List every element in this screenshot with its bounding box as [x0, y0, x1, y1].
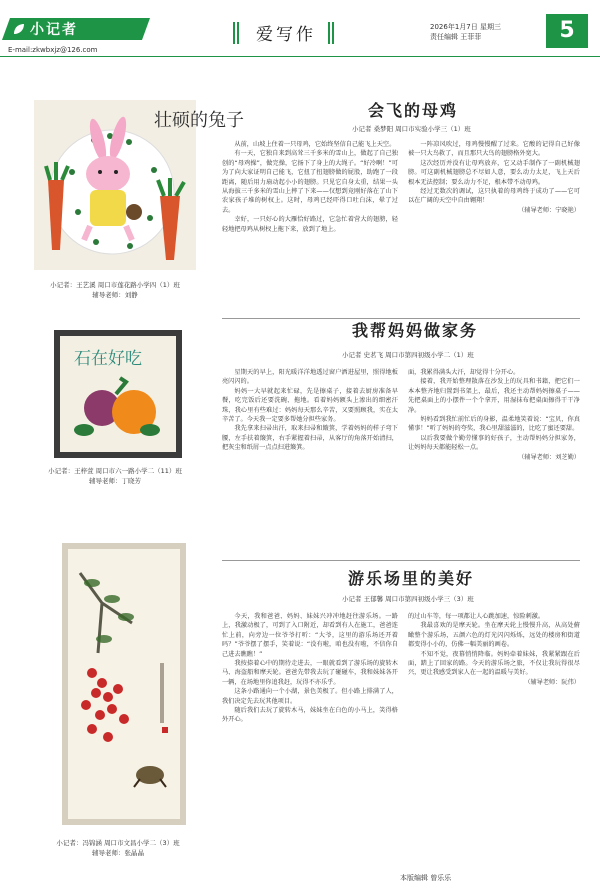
header-rule	[0, 56, 600, 57]
section-divider-right	[328, 22, 336, 44]
teacher-credit: （辅导老师：刘芝勤）	[518, 453, 580, 461]
section-title: 爱写作	[256, 25, 316, 45]
caption-line: 辅导老师：刘静	[92, 291, 138, 299]
teacher-credit: （辅导老师：阮伟）	[524, 678, 580, 686]
paragraph: 妈妈看到我忙前忙后的身影，温柔地笑着说：“宝贝，你真懂事！”听了妈妈的夸奖，我心里甜滋滋的，比吃了蜜还要甜。	[408, 416, 580, 433]
leaf-icon	[12, 22, 26, 36]
paragraph: 妈妈一大早就起来忙碌，先是擦桌子，接着去厨房准备早餐，吃完饭后还要洗碗、拖地。看着妈妈额头上渗出的细密汗珠，我心里有些难过：妈妈每天那么辛苦，又要照顾我，实在太辛苦了。今天我一定要多帮她分担些家务。	[222, 387, 398, 424]
paragraph: 今天，我和爸爸、妈妈、妹妹兴冲冲地赶往游乐场。一路上，我激动极了，可到了入口附近，却看到有人在施工，爸爸连忙上前，向旁边一位爷爷打听：“大爷，这里的游乐场还开着吗？”爷爷摆了摆手，笑着说：“没有啦，咱也没有啦，不信你自己进去瞧瞧！”	[222, 613, 398, 658]
brand-banner	[6, 18, 146, 40]
pomegranate-drawing	[54, 330, 182, 458]
caption-pomegranate	[20, 466, 210, 486]
paragraph: 一阵凉风吹过，母鸡慢慢醒了过来。它酸的记得自己好像被一只大鸟救了，而且那只大鸟的翅膀格外宽大。	[408, 141, 580, 158]
paragraph: 星期天的早上，阳光暖洋洋地透过窗户洒进屋里，照得地板亮闪闪的。	[222, 369, 398, 386]
dateline	[430, 22, 501, 42]
artwork-rabbit	[34, 100, 244, 270]
article-column	[222, 140, 398, 312]
article-byline: 小记者 桑梦阳 周口市实验小学三（1）班	[352, 125, 471, 133]
section-divider-left	[233, 22, 241, 44]
brand-title: 小记者	[30, 22, 78, 38]
article-title: 游乐场里的美好	[348, 569, 475, 588]
paragraph: 我最喜欢的是摩天轮。坐在摩天轮上慢慢升高，从高处俯瞰整个游乐场，五颜六色的灯光闪闪烁烁，远处的楼房和街道都变得小小的，仿佛一幅美丽的画卷。	[408, 622, 580, 649]
rabbit-drawing	[34, 100, 244, 270]
paragraph: 我按捺着心中的期待走进去，一眼就看到了游乐场的旋转木马、海盗船和摩天轮。爸爸先带我去玩了碰碰车，我和妹妹各开一辆，在场地里你追我赶，玩得不亦乐乎。	[222, 660, 398, 686]
paragraph: 这条小路通向一个小湖，景色美极了。但小路上排满了人，我们决定先去玩其他项目。	[222, 688, 398, 705]
article-title: 我帮妈妈做家务	[352, 321, 479, 340]
artwork-title-text: 壮硕的兔子	[154, 110, 244, 131]
caption-line: 小记者：王艺溪 周口市莲花路小学四（1）班	[50, 281, 180, 289]
paragraph: 面，我累得满头大汗，却觉得十分开心。	[408, 369, 520, 376]
paragraph: 随后我们去玩了旋转木马，妹妹坐在白色的小马上，笑得格外开心。	[222, 707, 398, 724]
paragraph: 的过山车等，每一项都让人心跳加速，惊险刺激。	[408, 613, 545, 620]
paragraph: 这次经历并没有让母鸡放弃，它又动手制作了一副机械翅膀。可这副机械翅膀总不尽如人意，要么动力太足，飞上天后根本无法控制；要么动力不足，根本带不动母鸡。	[408, 159, 580, 186]
article-byline: 小记者 王郁馨 周口市第四初级小学三（3）班	[342, 595, 474, 603]
paragraph: 有一天，它独自来到高耸三千多米的雪山上，做起了自己独创的“母鸡操”，做完操，它扬下了身上的大绳子。“好冷啊！”可为了向大家证明自己能飞，它扭了扭翅膀做的屁股，助跑了一段距离，随后用力扇动起小小的翅膀。只见它自身太重，结果一头从海拔三千多米的雪山上摔了下来——仅想到竟刚好落在了山下农家孩子堆的树权上。这时，母鸡已经吓得口吐白沫，晕了过去。	[222, 150, 398, 214]
page-footer: 本版编辑 曾乐乐	[400, 874, 452, 882]
article-column	[408, 368, 580, 552]
paragraph: 幸好，一只好心的大雁恰好路过，它急忙着营大的翅膀，轻轻地把母鸡从树杈上拖下来，放到了地上。	[222, 216, 398, 233]
paragraph: 我先拿来扫帚出汗，取来扫帚和簸箕，学着妈妈的样子弯下腰，左手扶着簸箕，右手紧握着扫帚，从客厅的角落开始清扫，把灰尘和纸屑一点点扫进簸箕。	[222, 425, 398, 452]
teacher-credit: （辅导老师：宁晓艳）	[518, 206, 580, 214]
article-separator	[222, 560, 580, 561]
article-column	[222, 612, 398, 864]
paragraph: 经过无数次的调试，这只执着的母鸡终于成功了——它可以在广阔的天空中自由翱翔！	[408, 188, 580, 205]
article-title: 会飞的母鸡	[368, 101, 459, 120]
email-address: E-mail:zkwbxjz@126.com	[8, 46, 98, 54]
caption-ink-painting	[20, 838, 216, 858]
article-column	[408, 612, 580, 864]
caption-rabbit	[20, 280, 210, 300]
svg-text:石在好吃: 石在好吃	[74, 349, 142, 369]
paragraph: 不知不觉，夜幕悄悄降临。妈妈牵着妹妹，我紧紧跟在后面，踏上了回家的路。今天的游乐场之旅，不仅让我玩得很尽兴，更让我感受到家人在一起的温暖与美好。	[408, 650, 580, 677]
caption-line: 小记者：王梓萱 周口市六一路小学二（11）班	[48, 467, 182, 475]
paragraph: 以后我要做个勤劳懂事的好孩子，主动帮妈妈分担家务，让妈妈每天都能轻松一点。	[408, 434, 580, 452]
artwork-title-text	[74, 349, 142, 369]
article-column	[408, 140, 580, 312]
article-column	[222, 368, 398, 552]
page-number: 5	[546, 14, 588, 48]
paragraph: 从前，山坡上住着一只母鸡，它始终坚信自己能飞上天空。	[234, 141, 396, 148]
article-byline: 小记者 史茗飞 周口市第四初级小学二（1）班	[342, 351, 474, 359]
editor-credit: 责任编辑 王菲菲	[430, 33, 482, 41]
caption-line: 辅导老师：丁晓芳	[89, 477, 141, 485]
ink-painting-drawing	[62, 543, 186, 825]
caption-line: 辅导老师：张晶晶	[92, 849, 144, 857]
artwork-pomegranate	[54, 330, 182, 458]
page-header	[0, 0, 600, 64]
caption-line: 小记者：冯锦涵 周口市文昌小学二（3）班	[56, 839, 180, 847]
paragraph: 接着，我开始整理散落在沙发上的玩具和书籍，把它们一本本整齐地归置到书架上，最后，我还主动帮妈妈擦桌子——先把桌面上的小摆件一个个拿开，用湿抹布把桌面擦得干干净净。	[408, 378, 580, 414]
issue-date: 2026年1月7日 星期三	[430, 23, 501, 31]
artwork-ink-painting	[62, 543, 186, 825]
